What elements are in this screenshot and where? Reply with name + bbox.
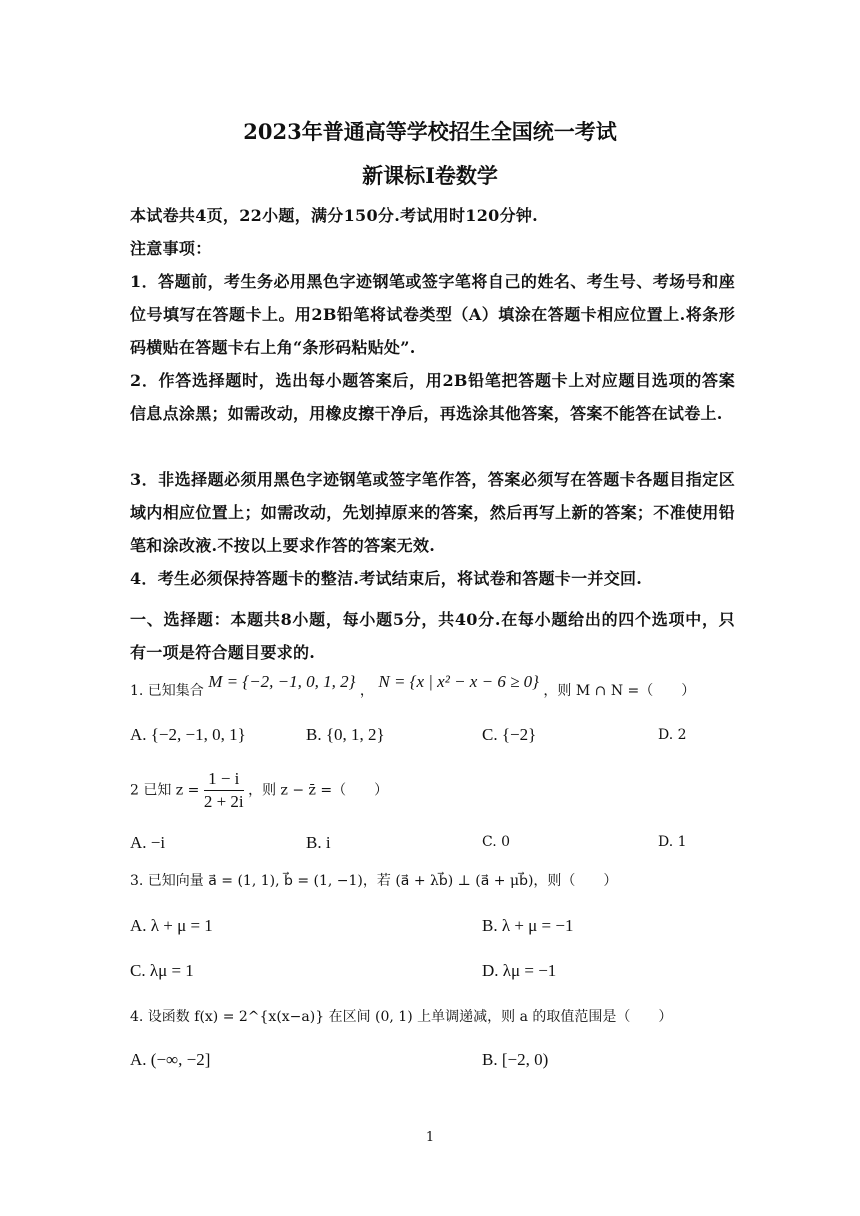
q4-option-a: A. (−∞, −2] — [130, 1050, 211, 1069]
q1-option-b: B. {0, 1, 2} — [306, 725, 385, 744]
q3-option-c: C. λμ = 1 — [130, 961, 194, 980]
question-1 — [130, 672, 696, 700]
notice-item-2: 2．作答选择题时，选出每小题答案后，用2B铅笔把答题卡上对应题目选项的答案信息点涂黑；如需改动，用橡皮擦干净后，再选涂其他答案，答案不能答在试卷上. — [130, 371, 735, 423]
q2-prefix: 2 已知 z = — [130, 782, 200, 799]
q2-option-c: C. 0 — [482, 834, 511, 850]
q2-numerator: 1 − i — [204, 768, 244, 791]
question-2 — [130, 768, 388, 813]
q1-option-a: A. {−2, −1, 0, 1} — [130, 725, 246, 744]
q2-option-d: D. 1 — [658, 834, 687, 850]
question-3: 3. 已知向量 a⃗ = (1, 1), b⃗ = (1, −1)，若 (a⃗ + λb⃗) ⊥ (a⃗ + μb⃗)，则（ ） — [130, 873, 618, 889]
notice-item-1: 1．答题前，考生务必用黑色字迹钢笔或签字笔将自己的姓名、考生号、考场号和座位号填写在答题卡上。用2B铅笔将试卷类型（A）填涂在答题卡相应位置上.将条形码横贴在答题卡右上角“条形码粘贴处”. — [130, 272, 735, 357]
question-4: 4. 设函数 f(x) = 2^{x(x−a)} 在区间 (0, 1) 上单调递减，则 a 的取值范围是（ ） — [130, 1009, 673, 1025]
q3-option-b: B. λ + μ = −1 — [482, 916, 574, 935]
q2-option-b: B. i — [306, 833, 331, 852]
q1-sep: ， — [359, 683, 374, 699]
q2-fraction — [204, 768, 244, 813]
exam-title: 2023年普通高等学校招生全国统一考试 — [243, 119, 617, 144]
q1-set-n: N = {x | x² − x − 6 ≥ 0} — [378, 672, 539, 691]
q2-denominator: 2 + 2i — [203, 792, 244, 811]
q3-option-a: A. λ + μ = 1 — [130, 916, 213, 935]
q2-option-a: A. −i — [130, 833, 166, 852]
q1-option-d: D. 2 — [658, 727, 687, 743]
notice-heading: 注意事项： — [130, 239, 212, 258]
q2-ask: ，则 z − z̄ =（ ） — [248, 782, 389, 799]
q1-set-m: M = {−2, −1, 0, 1, 2} — [208, 672, 356, 691]
section-heading-choice: 一、选择题：本题共8小题，每小题5分，共40分.在每小题给出的四个选项中，只有一项是符合题目要求的. — [130, 610, 735, 662]
q4-option-b: B. [−2, 0) — [482, 1050, 549, 1069]
notice-item-3: 3．非选择题必须用黑色字迹钢笔或签字笔作答，答案必须写在答题卡各题目指定区域内相应位置上；如需改动，先划掉原来的答案，然后再写上新的答案；不准使用铅笔和涂改液.不按以上要求作答的答案无效. — [130, 470, 735, 555]
q3-option-d: D. λμ = −1 — [482, 961, 557, 980]
q1-ask: ，则 M ∩ N =（ ） — [543, 683, 696, 699]
page-number: 1 — [425, 1130, 435, 1145]
q1-prefix: 1. 已知集合 — [130, 683, 204, 699]
exam-subtitle: 新课标Ⅰ卷数学 — [362, 163, 498, 188]
q1-option-c: C. {−2} — [482, 725, 537, 744]
notice-item-4: 4．考生必须保持答题卡的整洁.考试结束后，将试卷和答题卡一并交回. — [130, 569, 643, 588]
intro-text: 本试卷共4页，22小题，满分150分.考试用时120分钟. — [130, 206, 539, 225]
